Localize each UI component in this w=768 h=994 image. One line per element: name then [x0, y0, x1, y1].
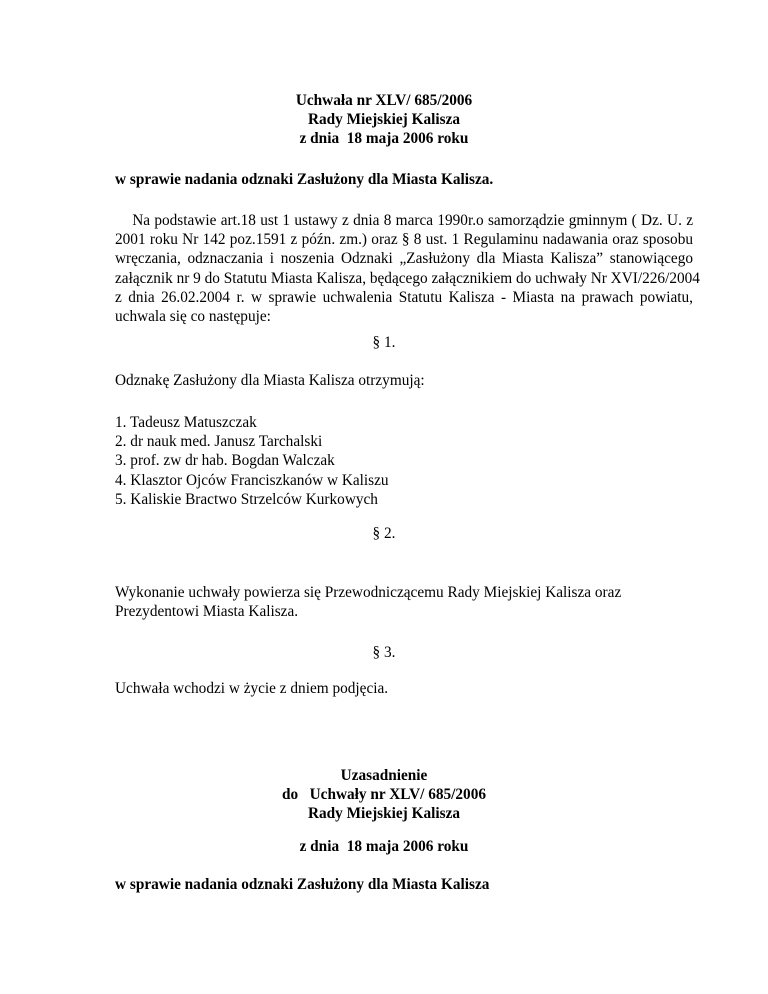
section-1-intro: Odznakę Zasłużony dla Miasta Kalisza otrzymują:: [115, 372, 425, 389]
list-item: 2. dr nauk med. Janusz Tarchalski: [115, 433, 323, 451]
resolution-header: [0, 91, 768, 148]
justification-subject: w sprawie nadania odznaki Zasłużony dla Miasta Kalisza: [115, 876, 490, 893]
justification-date-text: z dnia 18 maja 2006 roku: [299, 838, 469, 855]
council-name: Rady Miejskiej Kalisza: [307, 111, 461, 128]
recipients-list: [115, 413, 389, 509]
preamble: [115, 211, 700, 326]
resolution-date: z dnia 18 maja 2006 roku: [299, 130, 469, 147]
section-3-text: Uchwała wchodzi w życie z dniem podjęcia.: [115, 680, 389, 697]
resolution-number: Uchwała nr XLV/ 685/2006: [295, 92, 473, 109]
list-item: 5. Kaliskie Bractwo Strzelców Kurkowych: [115, 490, 378, 508]
section-2-line: Prezydentowi Miasta Kalisza.: [115, 603, 299, 621]
resolution-subject: w sprawie nadania odznaki Zasłużony dla Miasta Kalisza.: [115, 171, 494, 188]
preamble-line: 2001 roku Nr 142 poz.1591 z późn. zm.) oraz § 8 ust. 1 Regulaminu nadawania oraz sposobu: [115, 231, 693, 249]
list-item: 1. Tadeusz Matuszczak: [115, 414, 257, 431]
section-2-symbol: § 2.: [372, 525, 396, 542]
preamble-line: uchwala się co następuje:: [115, 308, 271, 326]
preamble-line: wręczania, odznaczania i noszenia Odznaki „Zasłużony dla Miasta Kalisza” stanowiącego: [115, 250, 693, 268]
justification-resolution: do Uchwały nr XLV/ 685/2006: [282, 786, 486, 803]
section-1-symbol: § 1.: [372, 334, 396, 351]
section-3-symbol: § 3.: [372, 644, 396, 661]
justification-title: Uzasadnienie: [340, 767, 428, 784]
list-item: 3. prof. zw dr hab. Bogdan Walczak: [115, 452, 335, 470]
preamble-line: załącznik nr 9 do Statutu Miasta Kalisza, będącego załącznikiem do uchwały Nr XVI/226/2004: [115, 269, 700, 287]
section-2-text: [115, 583, 621, 621]
preamble-line: Na podstawie art.18 ust 1 ustawy z dnia 8 marca 1990r.o samorządzie gminnym ( Dz. U. z: [115, 212, 693, 229]
section-2-line: Wykonanie uchwały powierza się Przewodniczącemu Rady Miejskiej Kalisza oraz: [115, 584, 622, 601]
justification-date: [0, 837, 768, 856]
justification-council: Rady Miejskiej Kalisza: [307, 805, 461, 822]
preamble-line: z dnia 26.02.2004 r. w sprawie uchwalenia Statutu Kalisza - Miasta na prawach powiatu,: [115, 288, 693, 306]
list-item: 4. Klasztor Ojców Franciszkanów w Kaliszu: [115, 471, 389, 489]
justification-header: [0, 766, 768, 823]
